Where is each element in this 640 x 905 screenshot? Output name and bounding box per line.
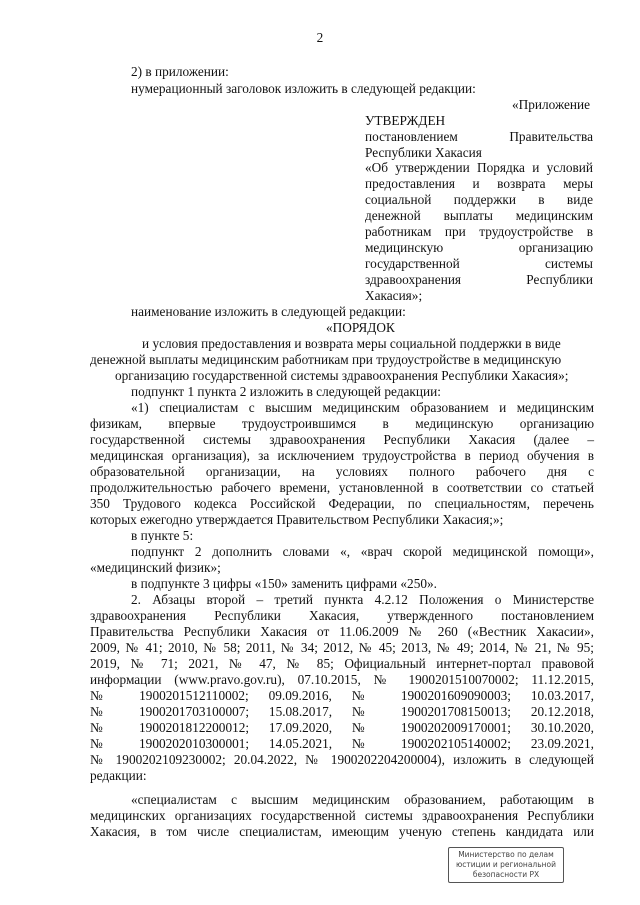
text-line: в пункте 5: <box>131 528 194 543</box>
text-line: продолжительностью рабочего времени, установленной в соответствии со статьей <box>90 480 594 495</box>
text-line: здравоохранения Республики Хакасия, утвержденного постановлением <box>90 608 594 623</box>
registration-stamp <box>448 847 564 883</box>
text-line: «Приложение <box>512 97 591 112</box>
text-line: физикам, впервые трудоустроившимся в медицинскую организацию <box>90 416 594 431</box>
text-line: № 1900201703100007; 15.08.2017, № 1900201708150013; 20.12.2018, <box>90 704 594 719</box>
text-line: образовательной организации, на условиях полного рабочего дня с <box>90 464 594 479</box>
text-line: № 1900201812200012; 17.09.2020, № 1900202009170001; 30.10.2020, <box>90 720 594 735</box>
text-line: информации (www.pravo.gov.ru), 07.10.2015, № 1900201510070002; 11.12.2015, <box>90 672 594 687</box>
text-line: 2019, № 71; 2021, № 47, № 85; Официальный интернет-портал правовой <box>90 656 594 671</box>
text-line: «1) специалистам с высшим медицинским образованием и медицинским <box>131 400 594 415</box>
text-line: № 1900201512110002; 09.09.2016, № 1900201609090003; 10.03.2017, <box>90 688 594 703</box>
text-line: государственной системы здравоохранения Республики Хакасия (далее – <box>90 432 594 447</box>
text-line: нумерационный заголовок изложить в следующей редакции: <box>131 81 476 96</box>
page-number: 2 <box>316 30 324 45</box>
text-line: Хакасия»; <box>365 288 423 303</box>
text-line: работникам при трудоустройстве в <box>365 224 593 239</box>
text-line: подпункт 2 дополнить словами «, «врач скорой медицинской помощи», <box>131 544 594 559</box>
text-line: организацию государственной системы здравоохранения Республики Хакасия»; <box>115 368 569 383</box>
text-line: «Об утверждении Порядка и условий <box>365 160 593 175</box>
text-line: и условия предоставления и возврата меры социальной поддержки в виде <box>142 336 561 351</box>
text-line: № 1900202109230002; 20.04.2022, № 1900202204200004), изложить в следующей <box>90 752 594 767</box>
text-line: 2) в приложении: <box>131 64 229 79</box>
text-line: социальной поддержки в виде <box>365 192 593 207</box>
stamp-line: Министерство по делам <box>458 850 554 859</box>
text-line: 2. Абзацы второй – третий пункта 4.2.12 Положения о Министерстве <box>131 592 594 607</box>
text-line: денежной выплаты медицинским работникам при трудоустройстве в медицинскую <box>90 352 562 367</box>
text-line: медицинскую организацию <box>365 240 593 255</box>
text-line: наименование изложить в следующей редакции: <box>131 304 406 319</box>
text-line: медицинских организациях государственной системы здравоохранения Республики <box>90 808 594 823</box>
text-line: медицинская организация), за исключением трудоустройства в период обучения в <box>90 448 594 463</box>
text-line: УТВЕРЖДЕН <box>365 113 446 128</box>
text-line: которых ежегодно утверждается Правительством Республики Хакасия;»; <box>90 512 504 527</box>
text-line: 2009, № 41; 2010, № 58; 2011, № 34; 2012, № 45; 2013, № 49; 2014, № 21, № 95; <box>90 640 594 655</box>
text-line: подпункт 1 пункта 2 изложить в следующей редакции: <box>131 384 441 399</box>
text-line: государственной системы <box>365 256 593 271</box>
text-line: 350 Трудового кодекса Российской Федерации, по специальностям, перечень <box>90 496 594 511</box>
text-line: предоставления и возврата меры <box>365 176 593 191</box>
text-line: Республики Хакасия <box>365 145 482 160</box>
text-line: в подпункте 3 цифры «150» заменить цифрами «250». <box>131 576 437 591</box>
text-line: Правительства Республики Хакасия от 11.06.2009 № 260 («Вестник Хакасии», <box>90 624 594 639</box>
text-line: № 1900202010300001; 14.05.2021, № 1900202105140002; 23.09.2021, <box>90 736 594 751</box>
text-line: редакции: <box>90 768 147 783</box>
text-line: «ПОРЯДОК <box>326 320 395 335</box>
text-line: здравоохранения Республики <box>365 272 593 287</box>
text-line: денежной выплаты медицинским <box>365 208 593 223</box>
text-line: Хакасия, в том числе специалистам, имеющим ученую степень кандидата или <box>90 824 594 839</box>
stamp-line: юстиции и региональной <box>455 860 557 869</box>
text-line: «медицинский физик»; <box>90 560 221 575</box>
text-line: «специалистам с высшим медицинским образованием, работающим в <box>131 792 594 807</box>
stamp-line: безопасности РХ <box>472 870 540 879</box>
text-line: постановлением Правительства <box>365 129 593 144</box>
